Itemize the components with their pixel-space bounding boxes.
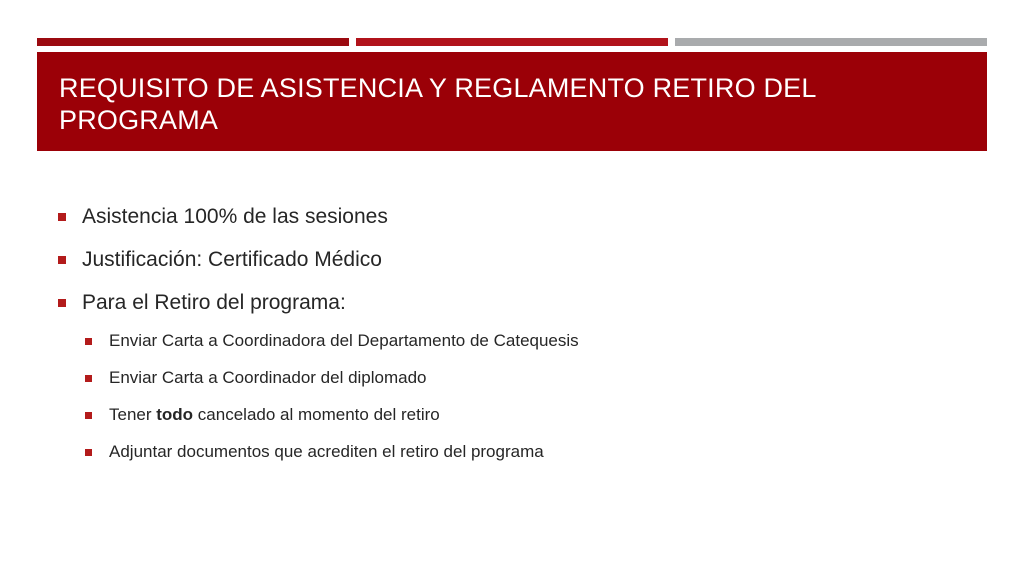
bullet-item xyxy=(58,247,938,273)
slide-title: REQUISITO DE ASISTENCIA Y REGLAMENTO RETIRO DEL PROGRAMA xyxy=(59,73,816,135)
sub-bullet-item xyxy=(85,441,965,463)
square-bullet-icon xyxy=(85,338,92,345)
slide-content xyxy=(58,204,938,478)
bullet-text: Justificación: Certificado Médico xyxy=(82,248,382,271)
bullet-item xyxy=(58,290,938,316)
square-bullet-icon xyxy=(58,299,66,307)
title-band xyxy=(37,52,987,151)
sub-bullet-item xyxy=(85,367,965,389)
accent-bar-middle xyxy=(356,38,668,46)
sub-bullet-item xyxy=(85,330,965,352)
sub-bullet-text: Adjuntar documentos que acrediten el retiro del programa xyxy=(109,442,544,461)
bullet-list xyxy=(58,204,938,316)
sub-bullet-text-start: Tener xyxy=(109,405,157,424)
sub-bullet-item xyxy=(85,404,965,426)
sub-bullet-list xyxy=(85,330,965,463)
square-bullet-icon xyxy=(85,375,92,382)
sub-bullet-text: Enviar Carta a Coordinador del diplomado xyxy=(109,368,427,387)
bullet-text: Para el Retiro del programa: xyxy=(82,291,346,314)
accent-bar-right xyxy=(675,38,987,46)
square-bullet-icon xyxy=(85,449,92,456)
sub-bullet-text: Enviar Carta a Coordinadora del Departamento de Catequesis xyxy=(109,331,579,350)
top-accent-bars xyxy=(37,38,987,46)
square-bullet-icon xyxy=(58,213,66,221)
square-bullet-icon xyxy=(58,256,66,264)
bullet-text: Asistencia 100% de las sesiones xyxy=(82,205,388,228)
sub-bullet-text-end: cancelado al momento del retiro xyxy=(193,405,440,424)
accent-bar-left xyxy=(37,38,349,46)
square-bullet-icon xyxy=(85,412,92,419)
bullet-item xyxy=(58,204,938,230)
sub-bullet-emphasis: todo xyxy=(156,405,194,424)
